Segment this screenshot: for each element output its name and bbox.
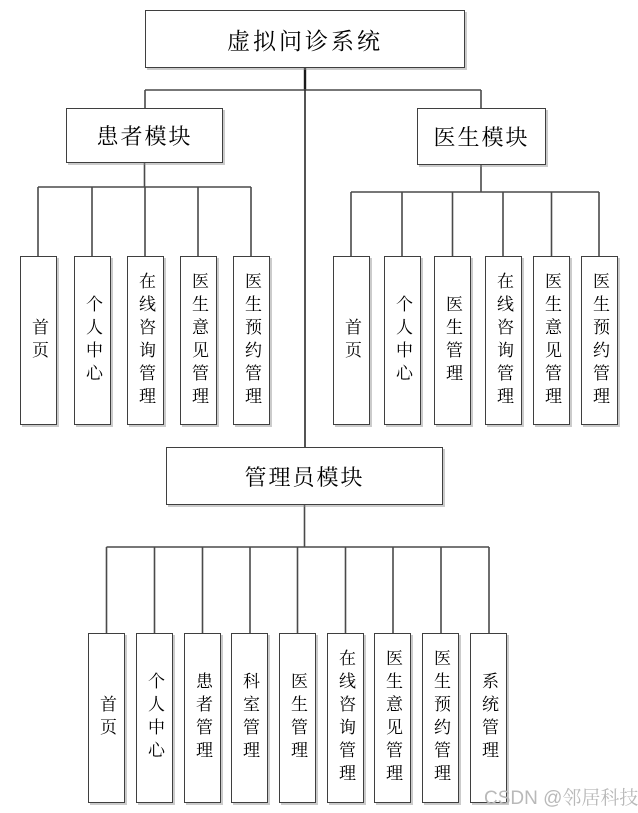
admin-leaf-personal-center: 个人中心 xyxy=(136,633,173,803)
patient-leaf-personal-center: 个人中心 xyxy=(74,256,111,425)
admin-leaf-department-mgmt: 科室管理 xyxy=(231,633,268,803)
admin-leaf-doctor-opinion-mgmt: 医生意见管理 xyxy=(374,633,411,803)
patient-module-label: 患者模块 xyxy=(96,124,193,149)
patient-leaf-doctor-opinion-mgmt: 医生意见管理 xyxy=(180,256,217,425)
admin-leaf-doctor-mgmt: 医生管理 xyxy=(279,633,316,803)
admin-module-label: 管理员模块 xyxy=(244,464,365,490)
doctor-leaf-doctor-mgmt: 医生管理 xyxy=(434,256,471,425)
doctor-leaf-online-consult-mgmt: 在线咨询管理 xyxy=(485,256,522,425)
admin-leaf-system-mgmt: 系统管理 xyxy=(470,633,507,803)
csdn-watermark: CSDN @邻居科技 xyxy=(484,788,638,809)
doctor-leaf-home: 首页 xyxy=(333,256,370,425)
admin-leaf-home: 首页 xyxy=(88,633,125,803)
admin-leaf-doctor-appointment-mgmt: 医生预约管理 xyxy=(422,633,459,803)
root-node-system xyxy=(145,10,465,68)
doctor-leaf-doctor-opinion-mgmt: 医生意见管理 xyxy=(533,256,570,425)
patient-leaf-online-consult-mgmt: 在线咨询管理 xyxy=(127,256,164,425)
doctor-module-label: 医生模块 xyxy=(433,125,530,150)
doctor-module-node xyxy=(417,108,546,165)
patient-module-node xyxy=(66,108,223,163)
admin-leaf-online-consult-mgmt: 在线咨询管理 xyxy=(327,633,364,803)
patient-leaf-home: 首页 xyxy=(20,256,57,425)
admin-leaf-patient-mgmt: 患者管理 xyxy=(184,633,221,803)
root-node-label: 虚拟问诊系统 xyxy=(227,28,383,54)
admin-module-node xyxy=(166,447,443,505)
doctor-leaf-doctor-appointment-mgmt: 医生预约管理 xyxy=(581,256,618,425)
patient-leaf-doctor-appointment-mgmt: 医生预约管理 xyxy=(233,256,270,425)
doctor-leaf-personal-center: 个人中心 xyxy=(384,256,421,425)
